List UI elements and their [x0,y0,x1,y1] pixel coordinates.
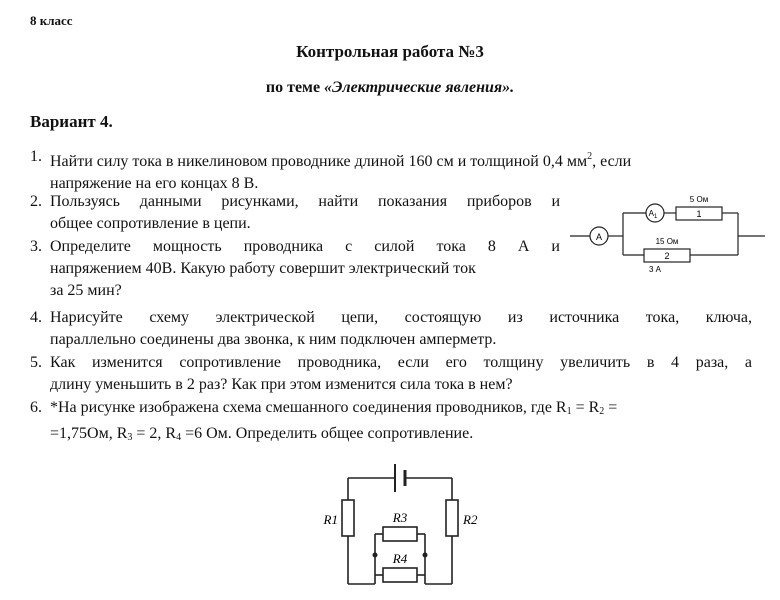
task-number: 6. [30,399,42,416]
ammeter-branch-label: $A_1$ [648,209,658,220]
resistor-1-value: 5 Ом [689,195,709,204]
task-text-line: =1,75Ом, $R_3 = 2$, $R_4 =6$ Ом. Определить общее сопротивление. [50,425,474,443]
task-text-line: *На рисунке изображена схема смешанного соединения проводников, где $R_1 = R_2$ = [50,399,618,417]
resistor-2-label: 2 [664,251,670,261]
resistor-r2 [446,500,458,536]
task-text-line: Пользуясь данными рисунками, найти показания приборов и [50,193,560,210]
junction-node [423,553,428,558]
r2-label: R2 [463,512,478,527]
task-text-line: за 25 мин? [50,282,122,299]
resistor-r3 [383,527,417,541]
resistor-1-label: 1 [696,209,702,219]
ammeter-main-label: A [595,232,603,242]
task-text-line: параллельно соединены два звонка, к ним подключен амперметр. [50,331,497,348]
grade-label: 8 класс [30,13,73,28]
task-number: 5. [30,354,42,371]
subtitle-topic: «Электрические явления». [324,79,515,96]
variant-label: Вариант 4. [30,112,113,131]
resistor-r4 [383,568,417,582]
task-text-line: Как изменится сопротивление проводника, если его толщину увеличить в 4 раза, а [50,354,752,371]
subtitle-prefix: по теме [265,79,325,96]
task-text-line: длину уменьшить в 2 раз? Как при этом изменится сила тока в нем? [50,376,513,393]
task-text-line: Найти силу тока в никелиновом проводнике длиной 160 см и толщиной 0,4 $мм^2$, если [50,151,632,170]
resistor-2-value: 15 Ом [655,237,679,246]
superscript: 2 [587,151,593,162]
junction-node [373,553,378,558]
test-subtitle [0,79,780,97]
r3-label: R3 [392,510,408,525]
task-text-line: общее сопротивление в цепи. [50,215,251,232]
r1-label: R1 [323,512,338,527]
task-number: 1. [30,148,42,165]
task-number: 3. [30,238,42,255]
resistor-r1 [342,500,354,536]
test-title: Контрольная работа №3 [296,42,484,61]
circuit-diagram-mixed [300,452,500,598]
task-text-line: напряжение на его концах 8 В. [50,175,259,192]
task-number: 4. [30,309,42,326]
current-label: 3 А [648,265,662,274]
r4-label: R4 [392,551,408,566]
task-number: 2. [30,193,42,210]
task-text-line: Нарисуйте схему электрической цепи, состоящую из источника тока, ключа, [50,309,752,326]
task-text-line: Определите мощность проводника с силой тока 8 А и [50,238,560,255]
task-text-line: напряжением 40В. Какую работу совершит электрический ток [50,260,476,277]
circuit-diagram-parallel [560,188,775,280]
